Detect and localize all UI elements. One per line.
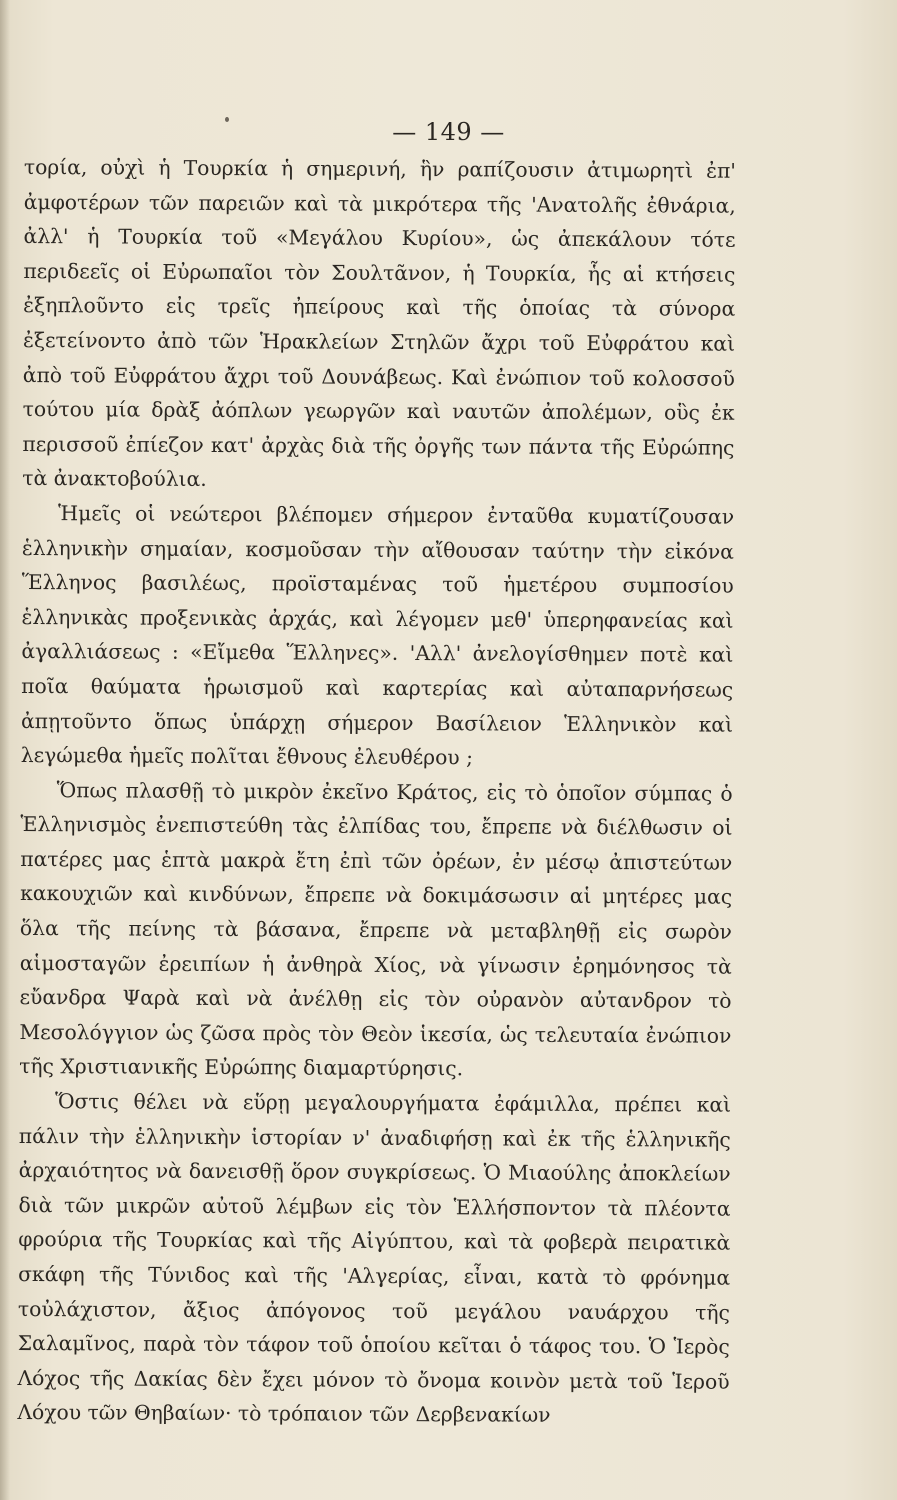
spine-shadow bbox=[0, 0, 10, 1500]
paragraph-comparisons: Ὅστις θέλει νὰ εὕρῃ μεγαλουργήματα ἐφάμιλλα, πρέπει καὶ πάλιν τὴν ἑλληνικὴν ἱστορίαν ν' ἀναδιφήσῃ καὶ ἐκ τῆς ἑλληνικῆς ἀρχαιότητος νὰ δανεισθῇ ὅρον συγκρίσεως. Ὁ Μιαούλης ἀποκλείων διὰ τῶν μικρῶν αὐτοῦ λέμβων εἰς τὸν Ἑλλήσποντον τὰ πλέοντα φρούρια τῆς Τουρκίας καὶ τῆς Αἰγύπτου, καὶ τὰ φοβερὰ πειρατικὰ σκάφη τῆς Τύνιδος καὶ τῆς 'Αλγερίας, εἶναι, κατὰ τὸ φρόνημα τοὐλάχιστον, ἄξιος ἀπόγονος τοῦ μεγάλου ναυάρχου τῆς Σαλαμῖνος, παρὰ τὸν τάφον τοῦ ὁποίου κεῖται ὁ τάφος του. Ὁ Ἱερὸς Λόχος τῆς Δακίας δὲν ἔχει μόνον τὸ ὄνομα κοινὸν μετὰ τοῦ Ἱεροῦ Λόχου τῶν Θηβαίων· τὸ τρόπαιον τῶν Δερβενακίων bbox=[17, 1089, 732, 1428]
page-number: — 149 — bbox=[392, 118, 505, 146]
paragraph-small-state: Ὅπως πλασθῇ τὸ μικρὸν ἐκεῖνο Κράτος, εἰς τὸ ὁποῖον σύμπας ὁ Ἑλληνισμὸς ἐνεπιστεύθη τὰς ἐλπίδας του, ἔπρεπε νὰ διέλθωσιν οἱ πατέρες μας ἑπτὰ μακρὰ ἔτη ἐπὶ τῶν ὀρέων, ἐν μέσῳ ἀπιστεύτων κακουχιῶν καὶ κινδύνων, ἔπρεπε νὰ δοκιμάσωσιν αἱ μητέρες μας ὅλα τῆς πείνης τὰ βάσανα, ἔπρεπε νὰ μεταβληθῇ εἰς σωρὸν αἱμοσταγῶν ἐρειπίων ἡ ἀνθηρὰ Χίος, νὰ γίνωσιν ἐρημόνησος τὰ εὔανδρα Ψαρὰ καὶ νὰ ἀνέλθῃ εἰς τὸν οὐρανὸν αὐτανδρον τὸ Μεσολόγγιον ὡς ζῶσα πρὸς τὸν Θεὸν ἱκεσία, ὡς τελευταία ἐνώπιον τῆς Χριστιανικῆς Εὐρώπης διαμαρτύρησις. bbox=[19, 777, 733, 1081]
paragraph-hellenic-flag: Ἡμεῖς οἱ νεώτεροι βλέπομεν σήμερον ἐνταῦθα κυματίζουσαν ἑλληνικὴν σημαίαν, κοσμοῦσαν τὴν αἴθουσαν ταύτην τὴν εἰκόνα Ἕλληνος βασιλέως, προϊσταμένας τοῦ ἡμετέρου συμποσίου ἑλληνικὰς προξενικὰς ἀρχάς, καὶ λέγομεν μεθ' ὑπερηφανείας καὶ ἀγαλλιάσεως : «Εἴμεθα Ἕλληνες». 'Αλλ' ἀνελογίσθημεν ποτὲ καὶ ποῖα θαύματα ἡρωισμοῦ καὶ καρτερίας καὶ αὐταπαρνήσεως ἀπῃτοῦντο ὅπως ὑπάρχῃ σήμερον Βασίλειον Ἑλληνικὸν καὶ λεγώμεθα ἡμεῖς πολῖται ἔθνους ἐλευθέρου ; bbox=[20, 501, 735, 770]
body-text bbox=[17, 150, 736, 1434]
paragraph-continuation: τορία, οὐχὶ ἡ Τουρκία ἡ σημερινή, ἣν ραπίζουσιν ἀτιμωρητὶ ἐπ' ἀμφοτέρων τῶν παρειῶν καὶ τὰ μικρότερα τῆς 'Ανατολῆς ἐθνάρια, ἀλλ' ἡ Τουρκία τοῦ «Μεγάλου Κυρίου», ὡς ἀπεκάλουν τότε περιδεεῖς οἱ Εὐρωπαῖοι τὸν Σουλτᾶνον, ἡ Τουρκία, ἧς αἱ κτήσεις ἐξηπλοῦντο εἰς τρεῖς ἠπείρους καὶ τῆς ὁποίας τὰ σύνορα ἐξετείνοντο ἀπὸ τῶν Ἡρακλείων Στηλῶν ἄχρι τοῦ Εὐφράτου καὶ ἀπὸ τοῦ Εὐφράτου ἄχρι τοῦ Δουνάβεως. Καὶ ἐνώπιον τοῦ κολοσσοῦ τούτου μία δρὰξ ἀόπλων γεωργῶν καὶ ναυτῶν ἀπολέμων, οὓς ἐκ περισσοῦ ἐπίεζον κατ' ἀρχὰς διὰ τῆς ὀργῆς των πάντα τῆς Εὐρώπης τὰ ἀνακτοβούλια. bbox=[22, 154, 736, 492]
